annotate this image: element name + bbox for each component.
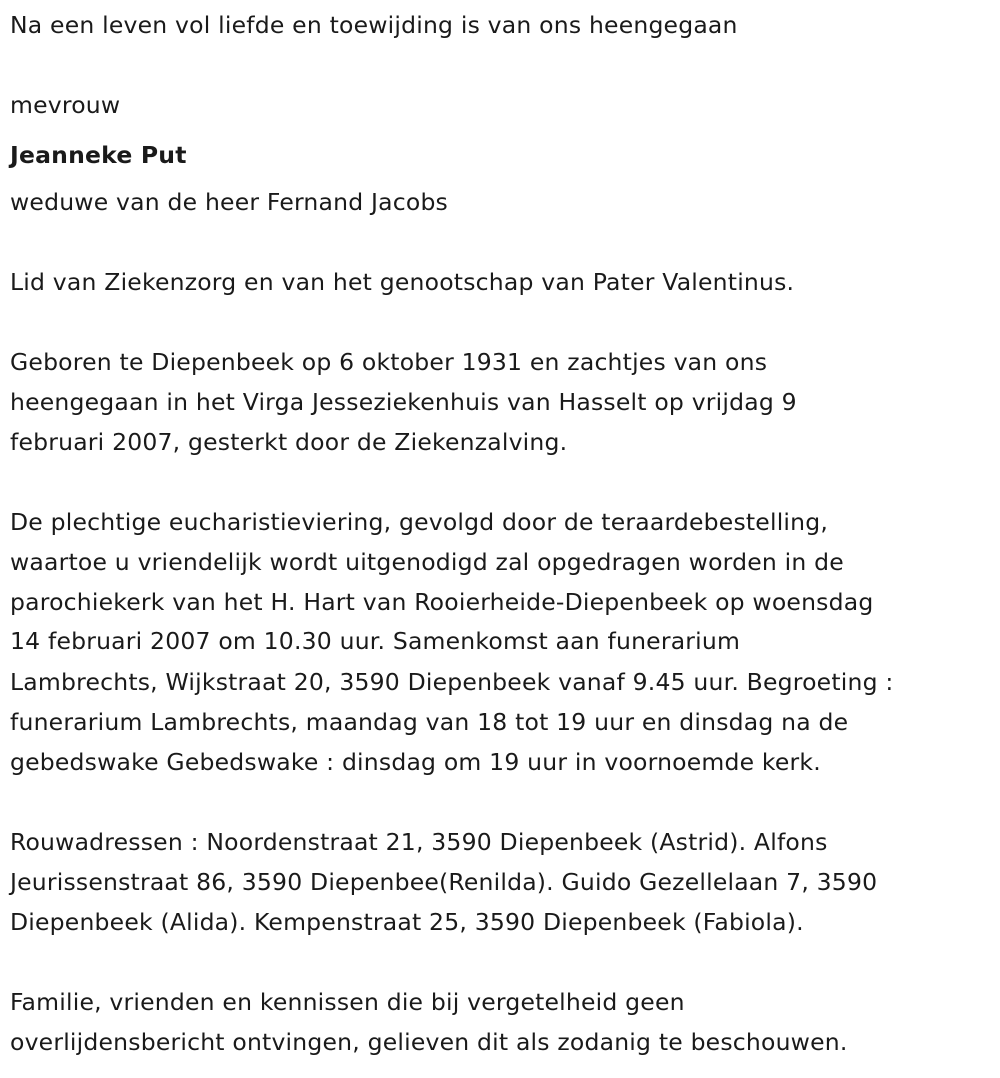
membership-text: Lid van Ziekenzorg en van het genootschap van Pater Valentinus. xyxy=(10,268,795,296)
relation-text: weduwe van de heer Fernand Jacobs xyxy=(10,188,448,216)
text-line: De plechtige eucharistieviering, gevolgd door de teraardebestelling, xyxy=(10,508,829,536)
text-line: Lambrechts, Wijkstraat 20, 3590 Diepenbeek vanaf 9.45 uur. Begroeting : xyxy=(10,668,894,696)
text-line: parochiekerk van het H. Hart van Rooierheide-Diepenbeek op woensdag xyxy=(10,588,874,616)
text-line: Jeurissenstraat 86, 3590 Diepenbee(Renilda). Guido Gezellelaan 7, 3590 xyxy=(10,868,878,896)
text-line: Diepenbeek (Alida). Kempenstraat 25, 3590 Diepenbeek (Fabiola). xyxy=(10,908,804,936)
text-line: 14 februari 2007 om 10.30 uur. Samenkomst aan funerarium xyxy=(10,627,741,655)
text-line: Familie, vrienden en kennissen die bij vergetelheid geen xyxy=(10,988,685,1016)
text-line: waartoe u vriendelijk wordt uitgenodigd zal opgedragen worden in de xyxy=(10,548,844,576)
intro-text: Na een leven vol liefde en toewijding is van ons heengegaan xyxy=(10,11,738,39)
title-prefix: mevrouw xyxy=(10,91,121,119)
text-line: februari 2007, gesterkt door de Ziekenzalving. xyxy=(10,428,568,456)
text-line: gebedswake Gebedswake : dinsdag om 19 uur in voornoemde kerk. xyxy=(10,748,821,776)
text-line: Rouwadressen : Noordenstraat 21, 3590 Diepenbeek (Astrid). Alfons xyxy=(10,828,828,856)
deceased-name: Jeanneke Put xyxy=(10,141,187,169)
text-line: overlijdensbericht ontvingen, gelieven dit als zodanig te beschouwen. xyxy=(10,1028,848,1056)
text-line: funerarium Lambrechts, maandag van 18 tot 19 uur en dinsdag na de xyxy=(10,708,849,736)
text-line: heengegaan in het Virga Jesseziekenhuis van Hasselt op vrijdag 9 xyxy=(10,388,797,416)
text-line: Geboren te Diepenbeek op 6 oktober 1931 en zachtjes van ons xyxy=(10,348,768,376)
